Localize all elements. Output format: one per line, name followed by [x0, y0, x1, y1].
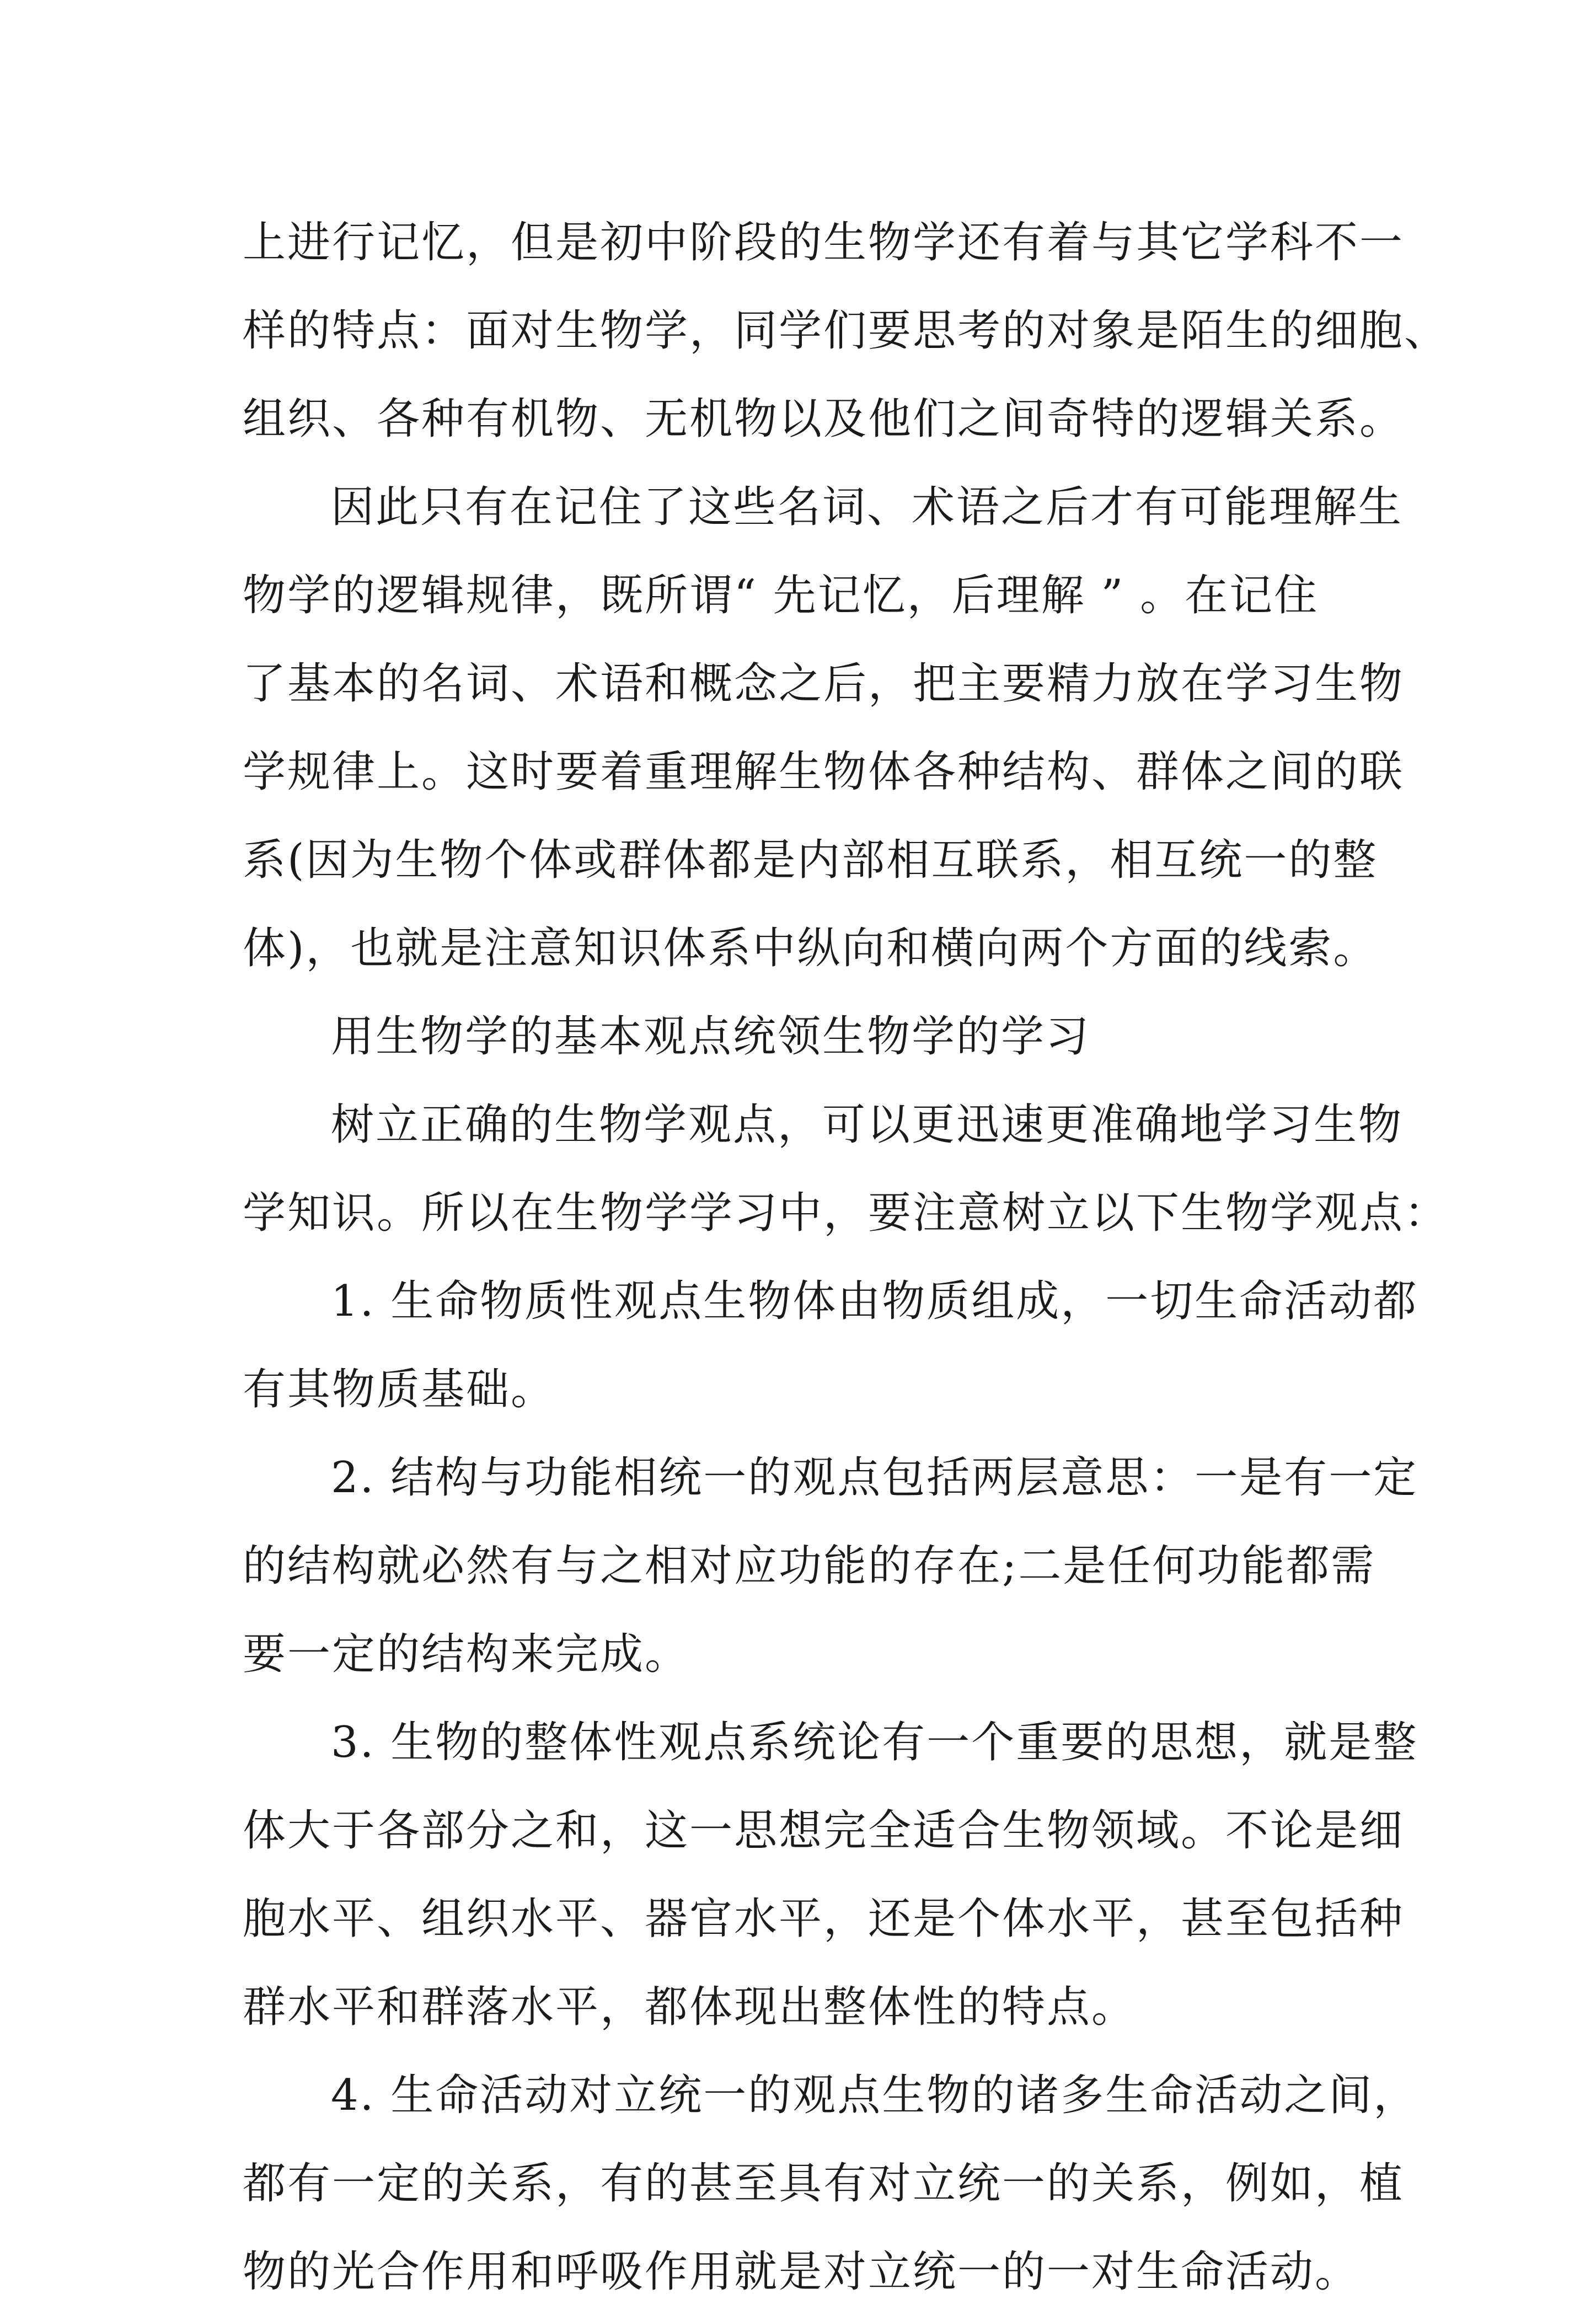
text-line: 有其物质基础。 — [243, 1365, 556, 1414]
text-line: 样的特点：面对生物学，同学们要思考的对象是陌生的细胞、 — [243, 306, 1449, 356]
text-line: 体)，也就是注意知识体系中纵向和横向两个方面的线索。 — [243, 924, 1378, 973]
text-line: 组织、各种有机物、无机物以及他们之间奇特的逻辑关系。 — [243, 394, 1405, 444]
list-item-4: 4. 生命活动对立统一的观点生物的诸多生命活动之间， — [331, 2071, 1418, 2120]
list-item-3: 3. 生物的整体性观点系统论有一个重要的思想，就是整 — [331, 1718, 1418, 1767]
body-text — [243, 199, 1449, 2316]
text-line: 体大于各部分之和，这一思想完全适合生物领域。不论是细 — [243, 1806, 1405, 1856]
text-line: 要一定的结构来完成。 — [243, 1629, 690, 1679]
text-line: 的结构就必然有与之相对应功能的存在;二是任何功能都需 — [243, 1541, 1376, 1591]
text-line: 物学的逻辑规律，既所谓“ 先记忆，后理解 ” 。在记住 — [243, 571, 1319, 620]
list-item-1: 1. 生命物质性观点生物体由物质组成，一切生命活动都 — [331, 1277, 1418, 1326]
text-line: 物的光合作用和呼吸作用就是对立统一的一对生命活动。 — [243, 2247, 1360, 2297]
section-heading: 用生物学的基本观点统领生物学的学习 — [331, 1012, 1091, 1062]
text-line: 系(因为生物个体或群体都是内部相互联系，相互统一的整 — [243, 835, 1378, 885]
text-line: 都有一定的关系，有的甚至具有对立统一的关系，例如，植 — [243, 2159, 1405, 2208]
text-line: 学知识。所以在生物学学习中，要注意树立以下生物学观点： — [243, 1188, 1449, 1238]
text-line: 树立正确的生物学观点，可以更迅速更准确地学习生物 — [331, 1100, 1404, 1150]
text-line: 因此只有在记住了这些名词、术语之后才有可能理解生 — [331, 482, 1404, 532]
text-line: 群水平和群落水平，都体现出整体性的特点。 — [243, 1982, 1137, 2032]
text-line: 胞水平、组织水平、器官水平，还是个体水平，甚至包括种 — [243, 1894, 1405, 1944]
text-line: 学规律上。这时要着重理解生物体各种结构、群体之间的联 — [243, 747, 1405, 797]
list-item-2: 2. 结构与功能相统一的观点包括两层意思：一是有一定 — [331, 1453, 1418, 1503]
text-line: 上进行记忆，但是初中阶段的生物学还有着与其它学科不一 — [243, 218, 1405, 267]
text-line: 了基本的名词、术语和概念之后，把主要精力放在学习生物 — [243, 659, 1405, 709]
